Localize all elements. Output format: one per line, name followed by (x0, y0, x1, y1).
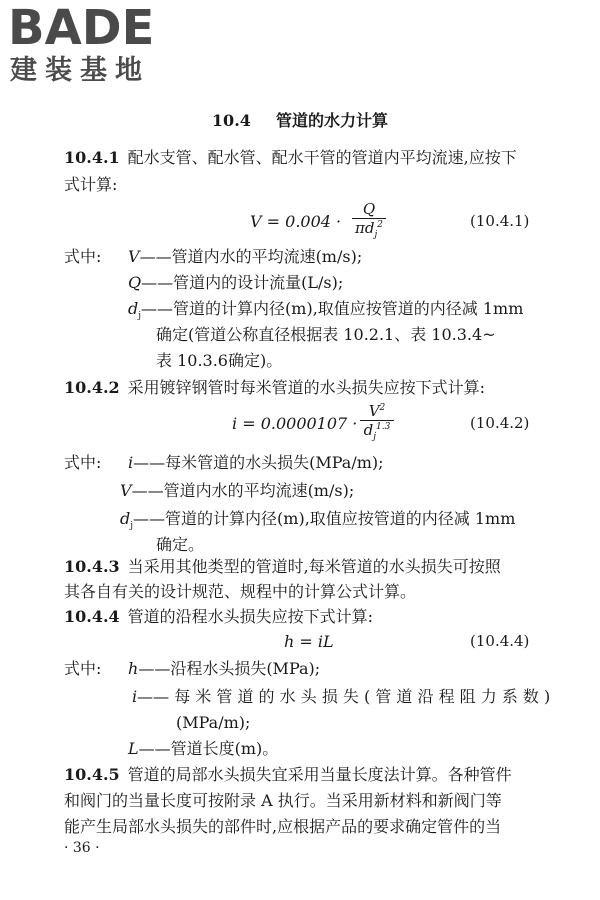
definition: ——管道的计算内径(m),取值应按管道的内径减 1mm (133, 509, 516, 528)
formula-lhs: V = 0.004 · (250, 212, 342, 231)
symbol: V (128, 247, 140, 266)
fraction-numerator (360, 402, 394, 421)
symbol: Q (128, 273, 142, 292)
definition: ——管道内的设计流量(L/s); (141, 273, 344, 292)
equation-number: (10.4.1) (470, 212, 530, 230)
clause-10-4-5 (64, 764, 512, 786)
symbol-sub: j (138, 311, 142, 322)
symbol: V (120, 481, 132, 500)
page-number: · 36 · (64, 840, 100, 856)
definition: ——管道内水的平均流速(m/s); (131, 481, 355, 500)
definition: ——管道长度(m)。 (138, 739, 279, 758)
clause-number: 10.4.1 (64, 148, 120, 167)
definition: ——每米管道的水头损失(MPa/m); (133, 453, 384, 472)
clause-text-cont2: 能产生局部水头损失的部件时,应根据产品的要求确定管件的当 (64, 817, 502, 836)
symbol: d (120, 509, 131, 528)
def-d-cont: 确定(管道公称直径根据表 10.2.1、表 10.3.4~ (156, 325, 496, 344)
clause-text-cont: 其各自有关的设计规范、规程中的计算公式计算。 (64, 582, 417, 601)
clause-text: 当采用其他类型的管道时,每米管道的水头损失可按照 (127, 557, 501, 576)
den-sub: j (374, 230, 378, 240)
symbol: i (132, 687, 138, 706)
den-base: d (363, 421, 374, 439)
section-title: 管道的水力计算 (276, 111, 389, 130)
logo-subtitle: 建装基地 (10, 55, 150, 86)
clause-text: 采用镀锌钢管时每米管道的水头损失应按下式计算: (127, 378, 486, 397)
den-sup: 2 (377, 220, 383, 230)
def-l (128, 738, 278, 760)
clause-10-4-3 (64, 556, 501, 578)
equation-number: (10.4.2) (470, 414, 530, 432)
symbol: L (128, 739, 139, 758)
num-base: V (368, 402, 380, 420)
clause-number: 10.4.3 (64, 557, 120, 576)
formula-fraction (360, 402, 394, 442)
fraction-denominator (352, 219, 386, 240)
clause-10-4-2 (64, 377, 485, 399)
def-i-cont: (MPa/m); (176, 713, 251, 732)
den-base: πd (355, 219, 375, 237)
section-heading (0, 108, 600, 131)
formula-fraction (352, 200, 386, 240)
def-d (128, 298, 523, 327)
clause-number: 10.4.2 (64, 378, 120, 397)
def-h (128, 658, 320, 680)
section-number: 10.4 (211, 111, 251, 130)
num-sup: 2 (379, 403, 386, 413)
def-d-cont: 确定。 (156, 535, 205, 554)
formula: h = iL (284, 632, 334, 651)
clause-text: 配水支管、配水管、配水干管的管道内平均流速,应按下 (127, 148, 517, 167)
def-v (128, 246, 362, 268)
clause-text: 管道的沿程水头损失应按下式计算: (127, 607, 374, 626)
definition: ——管道的计算内径(m),取值应按管道的内径减 1mm (141, 299, 524, 318)
clause-text: 管道的局部水头损失宜采用当量长度法计算。各种管件 (127, 765, 512, 784)
where-label: 式中: (64, 453, 102, 472)
formula-lhs: i = 0.0000107 · (232, 414, 358, 433)
symbol: d (128, 299, 139, 318)
definition: ——沿程水头损失(MPa); (138, 659, 321, 678)
fraction-denominator (360, 421, 394, 442)
def-i (132, 686, 550, 708)
logo-wordmark: BADE (8, 0, 155, 56)
symbol-sub: j (130, 521, 134, 532)
definition: —— 每 米 管 道 的 水 头 损 失 ( 管 道 沿 程 阻 力 系 数 ) (137, 687, 551, 706)
bade-logo (8, 2, 178, 90)
den-sub: j (373, 432, 377, 442)
where-label: 式中: (64, 247, 102, 266)
clause-10-4-1 (64, 147, 517, 169)
den-sup: 1.3 (376, 422, 391, 432)
definition: ——管道内水的平均流速(m/s); (139, 247, 363, 266)
symbol: i (128, 453, 134, 472)
symbol: h (128, 659, 139, 678)
clause-number: 10.4.4 (64, 607, 120, 626)
def-d (120, 508, 515, 537)
clause-10-4-4 (64, 606, 373, 628)
def-d-cont2: 表 10.3.6确定)。 (156, 351, 283, 370)
fraction-numerator: Q (352, 200, 386, 219)
where-label: 式中: (64, 659, 102, 678)
clause-text-cont: 式计算: (64, 175, 118, 194)
def-v (120, 480, 354, 502)
def-q (128, 272, 343, 294)
clause-text-cont: 和阀门的当量长度可按附录 A 执行。当采用新材料和新阀门等 (64, 791, 502, 810)
equation-number: (10.4.4) (470, 632, 530, 650)
def-i (128, 452, 384, 474)
clause-number: 10.4.5 (64, 765, 120, 784)
